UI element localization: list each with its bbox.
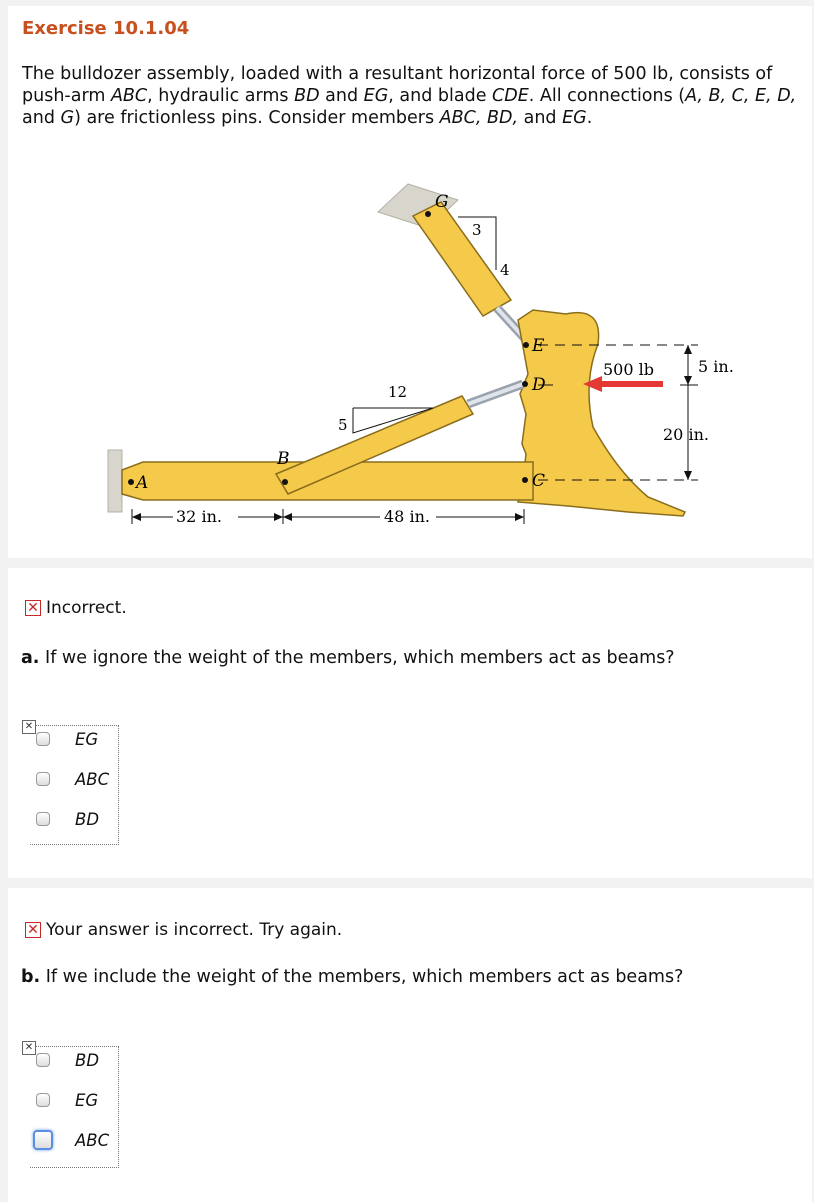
incorrect-icon: ✕ <box>25 600 41 616</box>
checkbox-focused[interactable] <box>33 1130 53 1150</box>
pin-b <box>282 479 288 485</box>
part-b-question: b. If we include the weight of the members, which members act as beams? <box>21 967 684 987</box>
dim-5in-label: 5 in. <box>698 357 734 376</box>
dim-5in-arrow-top <box>684 345 692 354</box>
option-row[interactable]: BD <box>36 808 99 830</box>
dim-48-arrow-right <box>515 513 524 521</box>
part-a-panel <box>8 568 812 878</box>
pin-a <box>128 479 134 485</box>
dim-20in-label: 20 in. <box>663 425 709 444</box>
part-b-panel <box>8 888 812 1202</box>
hydraulic-arm-eg <box>413 202 528 342</box>
dim-48-arrow-left <box>283 513 292 521</box>
question-panel <box>8 6 812 558</box>
part-a-feedback: ✕ Incorrect. <box>25 598 127 618</box>
exercise-title: Exercise 10.1.04 <box>22 18 190 39</box>
dim-5in-arrow-bottom <box>684 376 692 385</box>
dim-32-arrow-left <box>132 513 141 521</box>
checkbox[interactable] <box>36 1053 50 1067</box>
slope-eg-4: 4 <box>500 261 510 279</box>
pin-g <box>425 211 431 217</box>
slope-bd-12: 12 <box>388 383 408 401</box>
incorrect-mark-icon: ✕ <box>22 1041 36 1055</box>
part-a-question: a. If we ignore the weight of the members, which members act as beams? <box>21 648 675 668</box>
option-row[interactable]: BD <box>36 1049 99 1071</box>
incorrect-mark-icon: ✕ <box>22 720 36 734</box>
problem-statement: The bulldozer assembly, loaded with a resultant horizontal force of 500 lb, consists of push-arm ABC, hydraulic arms BD and EG, and blade CDE. All connections (A, B, C, E, D, and G) are frictionless pins. Consider members ABC, BD, and EG. <box>22 64 797 128</box>
option-row[interactable]: EG <box>36 1089 98 1111</box>
checkbox[interactable] <box>36 1093 50 1107</box>
slope-bd-5: 5 <box>338 416 348 434</box>
option-row[interactable]: EG <box>36 728 98 750</box>
checkbox[interactable] <box>36 812 50 826</box>
dim-48in-label: 48 in. <box>384 507 430 526</box>
option-row[interactable]: ABC <box>36 1129 109 1151</box>
label-b: B <box>277 449 290 469</box>
pin-d <box>522 381 528 387</box>
dim-20in-arrow <box>684 471 692 480</box>
label-g: G <box>435 192 449 212</box>
label-a: A <box>136 473 149 493</box>
label-c: C <box>532 471 546 491</box>
incorrect-icon: ✕ <box>25 922 41 938</box>
dim-32in-label: 32 in. <box>176 507 222 526</box>
label-d: D <box>532 375 546 395</box>
dim-32-arrow-right <box>274 513 283 521</box>
bulldozer-figure <box>8 182 812 552</box>
wall-support-a <box>108 450 122 512</box>
checkbox[interactable] <box>36 732 50 746</box>
part-b-options <box>24 1042 119 1168</box>
pin-c <box>522 477 528 483</box>
option-row[interactable]: ABC <box>36 768 109 790</box>
part-b-feedback: ✕ Your answer is incorrect. Try again. <box>25 920 342 940</box>
slope-eg-3: 3 <box>472 221 482 239</box>
force-label: 500 lb <box>603 360 654 379</box>
pin-e <box>523 342 529 348</box>
checkbox[interactable] <box>36 772 50 786</box>
part-a-options <box>24 721 119 845</box>
label-e: E <box>532 336 545 356</box>
